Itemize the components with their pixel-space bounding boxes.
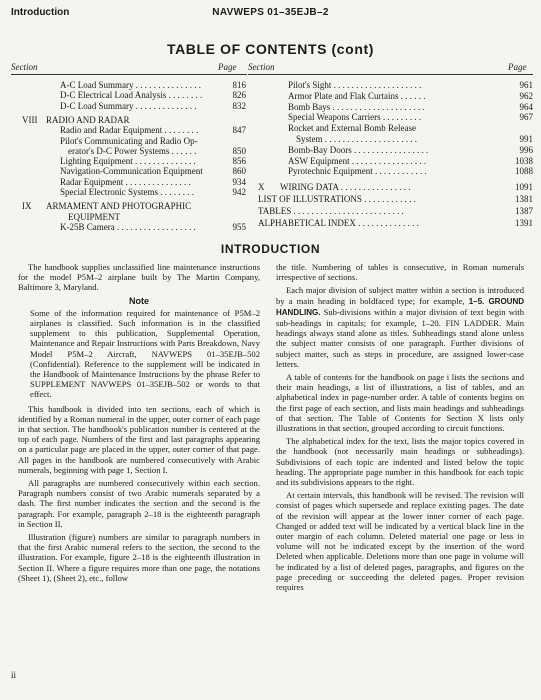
toc-entry[interactable]: Navigation-Communication Equipment	[60, 166, 203, 177]
page-number: ii	[11, 670, 17, 680]
toc-col-page-left: Page	[218, 62, 237, 72]
toc-entry[interactable]: ASW Equipment . . . . . . . . . . . . . . . . .	[288, 155, 427, 166]
introduction-title: INTRODUCTION	[220, 242, 321, 256]
section-label: Introduction	[11, 7, 70, 18]
toc-entry[interactable]: Armor Plate and Flak Curtains . . . . . .	[288, 90, 426, 101]
toc-entry[interactable]: LIST OF ILLUSTRATIONS . . . . . . . . . . . .	[258, 194, 416, 204]
toc-title: TABLE OF CONTENTS (cont)	[166, 41, 374, 57]
toc-col-section-left: Section	[11, 62, 38, 72]
toc-entry[interactable]: RADIO AND RADAR	[46, 114, 130, 125]
document-number: NAVWEPS 01–35EJB–2	[212, 7, 329, 18]
intro-paragraph: The handbook supplies unclassified line maintenance instructions for the model P5M–2 airplane built by The Martin Company, Baltimore 3, Maryland.	[18, 262, 260, 293]
toc-page-number: 856	[232, 156, 246, 167]
toc-col-section-right: Section	[248, 62, 275, 72]
toc-entry[interactable]: Radio and Radar Equipment . . . . . . . .	[60, 125, 199, 136]
toc-section-number: X	[258, 182, 265, 193]
toc-entry[interactable]: Pilot's Communicating and Radio Op-	[60, 135, 198, 146]
toc-page-number: 964	[519, 101, 533, 112]
toc-section-number: VIII	[22, 114, 38, 125]
toc-entry[interactable]: K-25B Camera . . . . . . . . . . . . . . . . . .	[60, 221, 196, 232]
heading-example: 1–5. GROUND HANDLING.	[276, 296, 524, 317]
toc-page-number: 996	[519, 144, 533, 155]
intro-text: Sub-divisions within a major division of text begin with sub-headings in capitals; for example, 1–20. FIN LADDER. Main headings always stand alone as titles. Subheadings stand alone unless the subject matter consists of one paragraph. Further divisions of subject matter, such as steps in procedure, are assigned lower-case letters.	[276, 306, 524, 369]
intro-paragraph: Illustration (figure) numbers are similar to paragraph numbers in that the first Arabic numeral refers to the section, the second to the illustration. For example, figure 2–18 is the eighteenth illustration in Section II. Where a figure requires more than one page, the notations (Sheet 1), (Sheet 2), etc., follow	[18, 532, 260, 583]
toc-page-number: 1381	[515, 194, 533, 204]
toc-entry[interactable]: D-C Load Summary . . . . . . . . . . . . . .	[60, 100, 197, 111]
intro-paragraph	[276, 285, 524, 369]
toc-page-number: 967	[519, 112, 533, 123]
toc-page-number: 942	[232, 187, 246, 197]
toc-page-number: 860	[232, 166, 246, 177]
toc-page-number: 1038	[515, 155, 533, 166]
intro-paragraph: All paragraphs are numbered consecutively within each section. Paragraph numbers consist of two Arabic numerals separated by a dash. The first number indicates the section and the second is the paragraph. For example, paragraph 2–18 is the eighteenth paragraph in Section II.	[18, 478, 260, 529]
toc-page-number: 826	[232, 90, 246, 101]
toc-rule-right	[248, 74, 533, 75]
toc-page-number: 1088	[515, 166, 533, 177]
toc-rule-left	[11, 74, 247, 75]
toc-page-number: 850	[232, 145, 246, 156]
toc-page-number: 1091	[515, 182, 533, 193]
toc-entry[interactable]: Rocket and External Bomb Release	[288, 123, 416, 134]
toc-entry[interactable]: erator's D-C Power Systems . . . . . .	[68, 145, 197, 156]
toc-page-number: 934	[232, 176, 246, 187]
intro-paragraph: The alphabetical index for the text, lists the major topics covered in the handbook (not necessarily main headings or subheadings). Subdivisions of each topic are indented and listed below the topic heading. The appropriate page number in this handbook for each topic and its subdivisions appears to the right.	[276, 436, 524, 488]
toc-entry[interactable]: TABLES . . . . . . . . . . . . . . . . . . . . . . . . .	[258, 205, 404, 216]
toc-entry[interactable]: Lighting Equipment . . . . . . . . . . . . . .	[60, 156, 196, 167]
toc-page-number: 816	[232, 80, 246, 90]
toc-entry[interactable]: WIRING DATA . . . . . . . . . . . . . . . .	[280, 182, 411, 193]
toc-page-number: 991	[519, 134, 533, 144]
intro-paragraph: the title. Numbering of tables is consecutive, in Roman numerals irrespective of sections.	[276, 262, 524, 283]
toc-entry[interactable]: Radar Equipment . . . . . . . . . . . . . . .	[60, 176, 191, 187]
toc-page-number: 1391	[515, 217, 533, 228]
toc-entry[interactable]: D-C Electrical Load Analysis . . . . . . . .	[60, 90, 203, 101]
toc-entry[interactable]: Bomb Bays . . . . . . . . . . . . . . . . . . . . .	[288, 101, 425, 112]
toc-page-number: 1387	[515, 205, 533, 216]
toc-entry[interactable]: Pyrotechnic Equipment . . . . . . . . . . . .	[288, 166, 427, 177]
toc-section-number: IX	[22, 201, 32, 212]
toc-entry[interactable]: EQUIPMENT	[68, 211, 120, 222]
toc-entry[interactable]: Bomb-Bay Doors . . . . . . . . . . . . . . . . .	[288, 144, 429, 155]
intro-paragraph: At certain intervals, this handbook will be revised. The revision will consist of pages which supersede and replace existing pages. The date of the revision will appear at the lower inner corner of each page. Changed or added text will be indicated by a vertical black line in the outer margin of each column. Deleted material one page or less in volume will not be indicated except by the insertion of the word Deleted when applicable. Deletions more than one page in volume will be indicated by a list of deleted pages, paragraphs, and figures on the page preceding or succeeding the deleted pages. Proper revision requires	[276, 490, 524, 593]
toc-entry[interactable]: ALPHABETICAL INDEX . . . . . . . . . . . . . .	[258, 217, 419, 228]
toc-entry[interactable]: A-C Load Summary . . . . . . . . . . . . . . .	[60, 80, 201, 90]
note-body: Some of the information required for maintenance of P5M–2 airplanes is classified. Such information is in the classified supplement to this publication, Supplemental Operation, Maintenance and Repair Instructions with Parts Breakdown, Navy Model P5M–2 Aircraft, NAVWEPS 01–35EJB–502 (Confidential). Reference to the supplement will be indicated in the Handbook of Maintenance Instructions by the phrase Refer to SUPPLEMENT NAVWEPS 01–35EJB–502 or words to that effect.	[30, 307, 260, 400]
toc-entry[interactable]: Pilot's Sight . . . . . . . . . . . . . . . . . . . .	[288, 80, 422, 90]
toc-page-number: 847	[232, 125, 246, 136]
toc-entry[interactable]: ARMAMENT AND PHOTOGRAPHIC	[46, 201, 192, 212]
toc-page-number: 955	[232, 221, 246, 232]
note-heading: Note	[129, 295, 149, 306]
intro-paragraph: A table of contents for the handbook on page i lists the sections and their main headings, a list of illustrations, a list of tables, and an alphabetical index in page-number order. A table of contents begins on the first page of each section, and lists main headings and subheadings of that section. The Table of Contents for Section X lists only illustrations in that section, grouped according to circuit functions.	[276, 372, 524, 434]
toc-entry[interactable]: System . . . . . . . . . . . . . . . . . . . . .	[296, 134, 418, 144]
intro-left-column	[18, 262, 260, 586]
intro-right-column	[276, 262, 524, 595]
toc-page-number: 962	[519, 90, 533, 101]
toc-entry[interactable]: Special Electronic Systems . . . . . . . .	[60, 187, 194, 197]
toc-entry[interactable]: Special Weapons Carriers . . . . . . . . .	[288, 112, 422, 123]
toc-col-page-right: Page	[508, 62, 527, 72]
intro-paragraph: This handbook is divided into ten sections, each of which is identified by a Roman numeral in the upper, outer corner of each page in that section. The handbook's publication number is centered at the top of each page. Numbers of the first and last paragraphs appearing on a particular page are placed in the upper, outer corner of that page. All pages in the handbook are numbered consecutively with Arabic numerals, beginning with page 1, Section I.	[18, 403, 260, 475]
toc-page-number: 832	[232, 100, 246, 111]
intro-text: Each major division of subject matter within a section is introduced by a main heading in boldfaced type; for example,	[276, 285, 524, 306]
toc-page-number: 961	[519, 80, 533, 90]
